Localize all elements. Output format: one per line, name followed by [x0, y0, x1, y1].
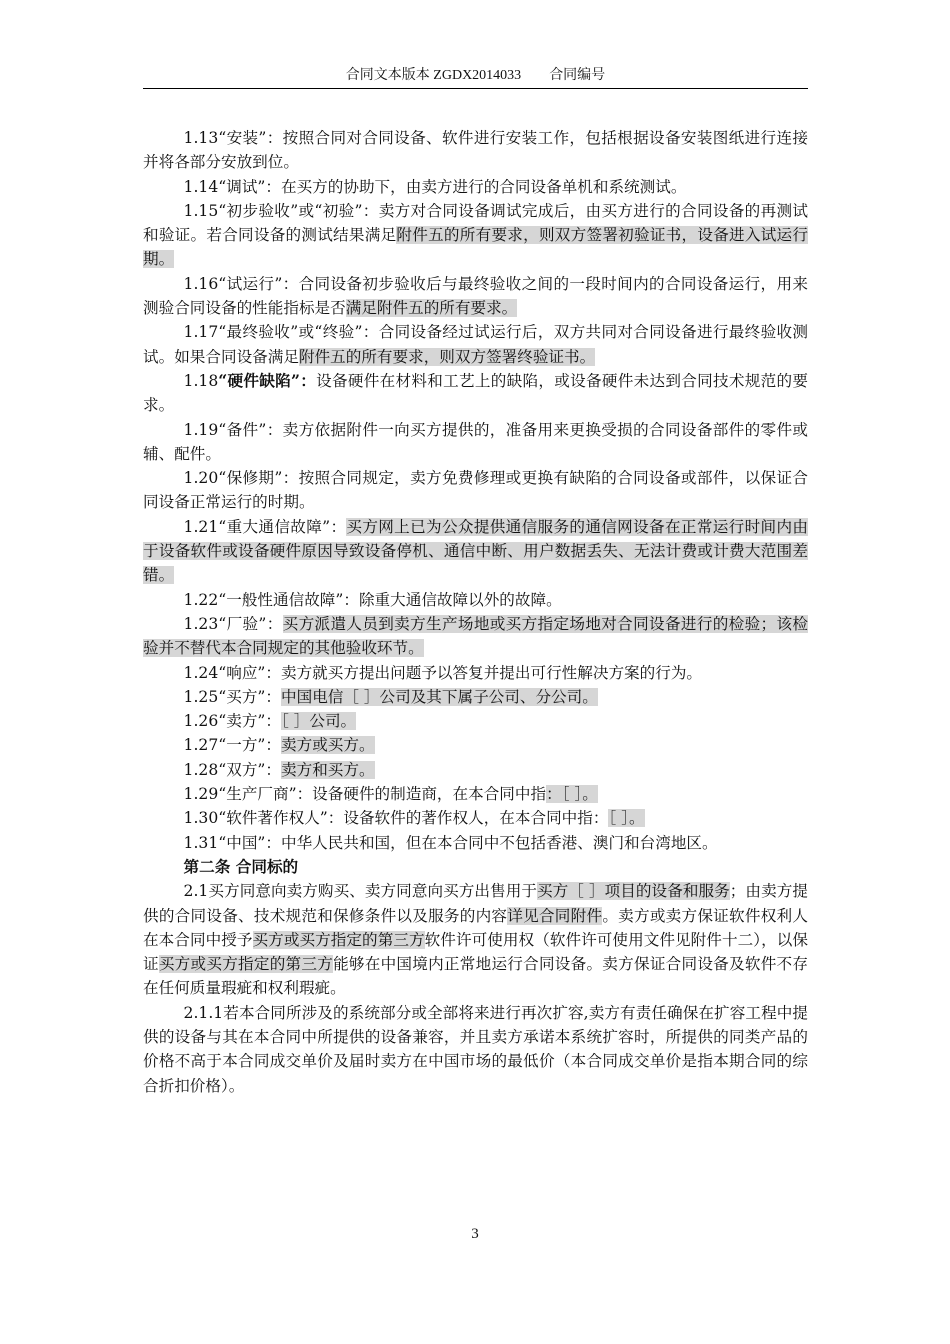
clause-1-25: 1.25“买方”：中国电信［ ］公司及其下属子公司、分公司。	[183, 687, 598, 706]
highlight: 买方或买方指定的第三方	[252, 930, 425, 949]
clause-2-1-1: 2.1.1若本合同所涉及的系统部分或全部将来进行再次扩容,卖方有责任确保在扩容工程中提供的设备与其在本合同中所提供的设备兼容，并且卖方承诺本系统扩容时，所提供的同类产品的价格不高于本合同成交单价及届时卖方在中国市场的最低价（本合同成交单价是指本期合同的综合折扣价格）。	[143, 1003, 808, 1095]
highlight: 卖方或买方。	[281, 736, 375, 755]
bold-term: “硬件缺陷”：	[218, 370, 317, 390]
page-number: 3	[471, 1226, 479, 1242]
highlight: 附件五的所有要求，则双方签署终验证书。	[298, 347, 596, 366]
highlight: ［ ］公司。	[281, 712, 357, 731]
clause-1-13: 1.13“安装”：按照合同对合同设备、软件进行安装工作，包括根据设备安装图纸进行连接并将各部分安放到位。	[143, 129, 808, 172]
clause-1-20: 1.20“保修期”：按照合同规定，卖方免费修理或更换有缺陷的合同设备或部件，以保证合同设备正常运行的时期。	[143, 469, 808, 512]
highlight: ：［ ］。	[546, 785, 598, 804]
contract-version: 合同文本版本 ZGDX2014033	[345, 68, 522, 83]
clause-1-29: 1.29“生产厂商”：设备硬件的制造商，在本合同中指：［ ］。	[183, 785, 598, 804]
highlight: 详见合同附件	[507, 906, 603, 925]
highlight: 中国电信［ ］公司及其下属子公司、分公司。	[281, 687, 598, 706]
highlight: 买方［ ］项目的设备和服务	[537, 882, 730, 901]
clause-1-23: 1.23“厂验”：买方派遣人员到卖方生产场地或买方指定场地对合同设备进行的检验；该检验并不替代本合同规定的其他验收环节。	[143, 614, 808, 658]
clause-1-16: 1.16“试运行”：合同设备初步验收后与最终验收之间的一段时间内的合同设备运行，用来测验合同设备的性能指标是否满足附件五的所有要求。	[143, 274, 808, 318]
clause-1-30: 1.30“软件著作权人”：设备软件的著作权人，在本合同中指：［ ］。	[183, 809, 645, 828]
clause-1-31: 1.31“中国”：中华人民共和国，但在本合同中不包括香港、澳门和台湾地区。	[183, 833, 718, 852]
clause-1-21: 1.21“重大通信故障”：买方网上已为公众提供通信服务的通信网设备在正常运行时间内由于设备软件或设备硬件原因导致设备停机、通信中断、用户数据丢失、无法计费或计费大范围差错。	[143, 517, 808, 585]
section-heading: 第二条 合同标的	[183, 856, 299, 876]
clause-1-15: 1.15“初步验收”或“初验”：卖方对合同设备调试完成后，由买方进行的合同设备的再测试和验证。若合同设备的测试结果满足附件五的所有要求，则双方签署初验证书，设备进入试运行期。	[143, 201, 808, 269]
highlight: 满足附件五的所有要求。	[345, 299, 518, 318]
highlight: 附件五的所有要求，则双方签署初验证书，设备进入试运行期。	[143, 226, 808, 269]
clause-1-18: 1.18“硬件缺陷”：设备硬件在材料和工艺上的缺陷，或设备硬件未达到合同技术规范的要求。	[143, 370, 808, 415]
clause-1-24: 1.24“响应”：卖方就买方提出问题予以答复并提出可行性解决方案的行为。	[183, 663, 703, 682]
contract-number-label: 合同编号	[549, 68, 606, 83]
clause-1-22: 1.22“一般性通信故障”：除重大通信故障以外的故障。	[183, 590, 562, 609]
clause-1-26: 1.26“卖方”：［ ］公司。	[183, 712, 357, 731]
highlight: ［ ］。	[608, 809, 645, 828]
highlight: 买方派遣人员到卖方生产场地或买方指定场地对合同设备进行的检验；该检验并不替代本合同规定的其他验收环节。	[143, 614, 808, 658]
highlight: 卖方和买方。	[281, 760, 375, 779]
highlight: 买方或买方指定的第三方	[158, 955, 334, 974]
page-header	[143, 66, 808, 89]
clause-1-27: 1.27“一方”：卖方或买方。	[183, 736, 375, 755]
clause-1-14: 1.14“调试”：在买方的协助下，由卖方进行的合同设备单机和系统测试。	[183, 177, 687, 196]
clause-2-1: 2.1买方同意向卖方购买、卖方同意向买方出售用于买方［ ］项目的设备和服务；由卖方提供的合同设备、技术规范和保修条件以及服务的内容详见合同附件。卖方或卖方保证软件权利人在本合同中授予买方或买方指定的第三方软件许可使用权（软件许可使用文件见附件十二），以保证买方或买方指定的第三方能够在中国境内正常地运行合同设备。卖方保证合同设备及软件不存在任何质量瑕疵和权利瑕疵。	[143, 882, 808, 998]
highlight: 买方网上已为公众提供通信服务的通信网设备在正常运行时间内由于设备软件或设备硬件原因导致设备停机、通信中断、用户数据丢失、无法计费或计费大范围差错。	[143, 517, 808, 585]
clause-1-17: 1.17“最终验收”或“终验”：合同设备经过试运行后，双方共同对合同设备进行最终验收测试。如果合同设备满足附件五的所有要求，则双方签署终验证书。	[143, 323, 808, 366]
clause-1-28: 1.28“双方”：卖方和买方。	[183, 760, 375, 779]
clause-1-19: 1.19“备件”：卖方依据附件一向买方提供的，准备用来更换受损的合同设备部件的零件或辅、配件。	[143, 420, 808, 463]
document-body	[143, 126, 808, 1098]
